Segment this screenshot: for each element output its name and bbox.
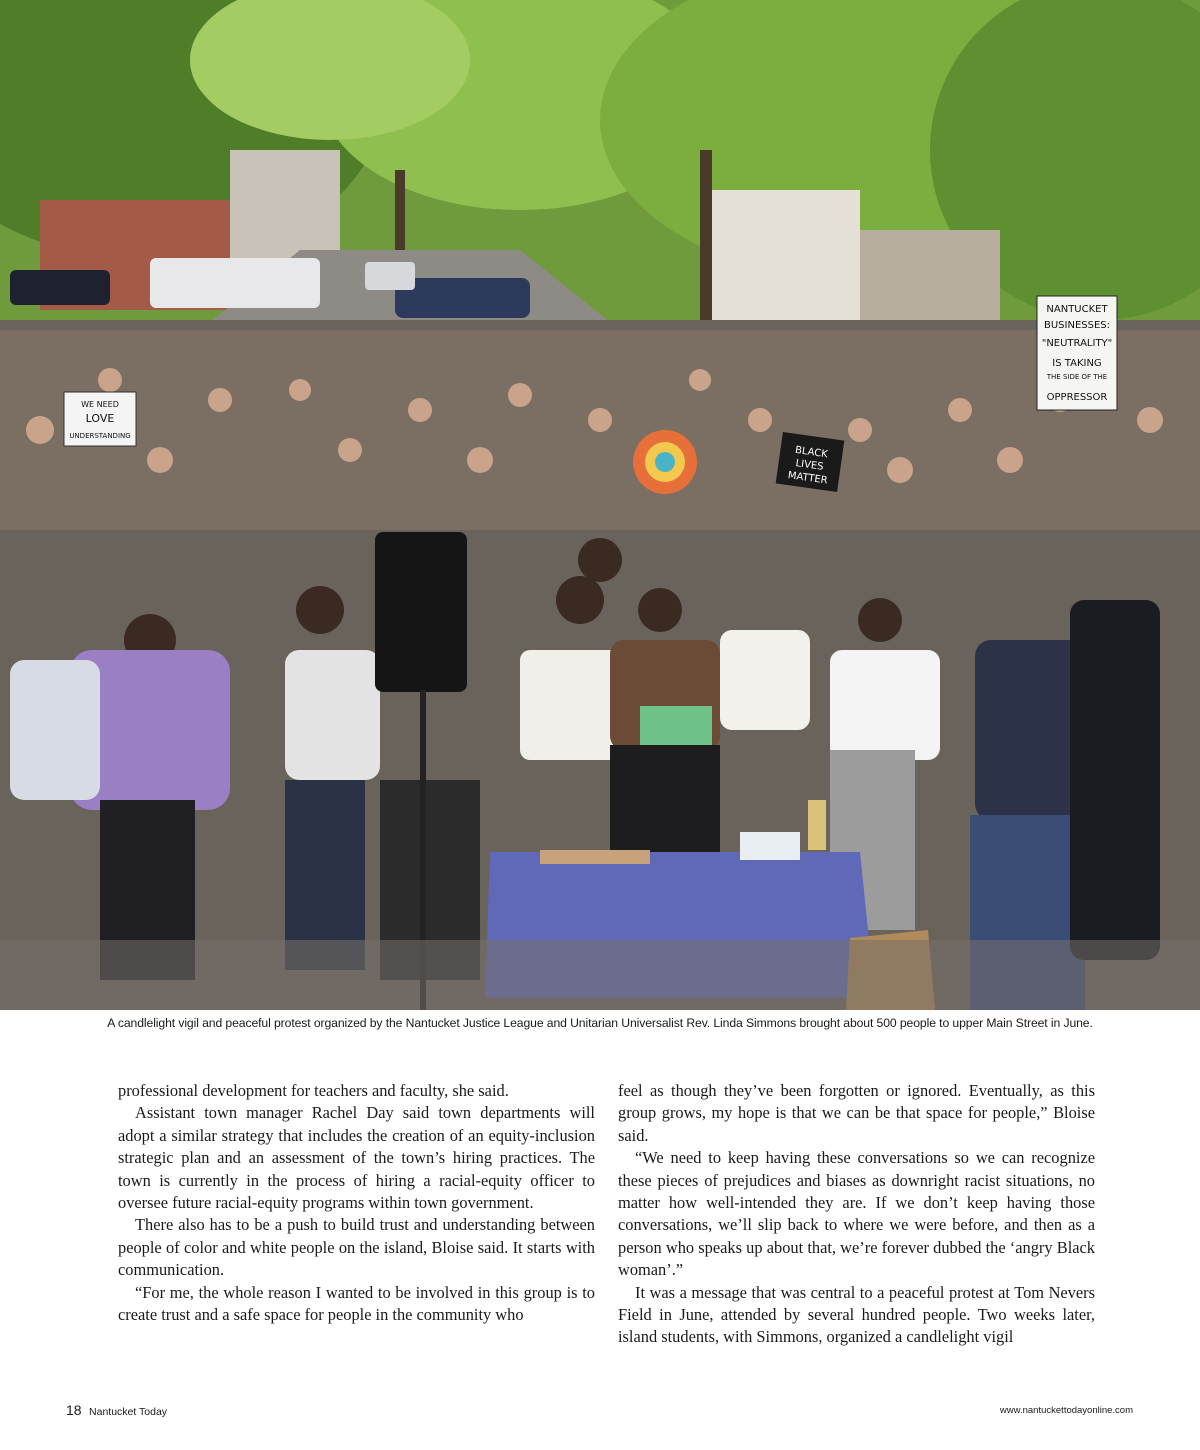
publication-name: Nantucket Today [89, 1406, 168, 1418]
person-green-top [640, 706, 712, 746]
white-van [150, 258, 320, 308]
svg-text:IS TAKING: IS TAKING [1052, 358, 1102, 369]
svg-text:BLACK: BLACK [794, 444, 829, 461]
paragraph: feel as though they’ve been forgotten or ignored. Eventually, as this group grows, my hope is that we can be that space for people,” Bloise said. [618, 1081, 1095, 1145]
paragraph: “We need to keep having these conversations so we can recognize these pieces of prejudices and biases as downright racist situations, no matter how well-intended they are. If we don’t keep having those conversations, we’ll slip back to where we were before, and then as a person who speaks up about that, we’re forever dubbed the ‘angry Black woman’.” [618, 1148, 1095, 1280]
svg-text:BUSINESSES:: BUSINESSES: [1043, 320, 1111, 331]
svg-text:THE SIDE OF THE: THE SIDE OF THE [1046, 373, 1108, 381]
page-footer-left [66, 1402, 167, 1420]
paragraph: It was a message that was central to a peaceful protest at Tom Nevers Field in June, attended by several hundred people. Two weeks later, island students, with Simmons, organized a candlelight vigil [618, 1282, 1095, 1347]
article-column-left [118, 1080, 595, 1326]
svg-text:NANTUCKET: NANTUCKET [1046, 304, 1108, 315]
svg-text:OPPRESSOR: OPPRESSOR [1046, 392, 1108, 403]
svg-text:LOVE: LOVE [85, 412, 115, 425]
speaker [375, 532, 467, 692]
svg-text:LIVES: LIVES [794, 458, 825, 473]
svg-text:UNDERSTANDING: UNDERSTANDING [69, 432, 131, 440]
cobblestone-street [0, 940, 1200, 1010]
paragraph: “For me, the whole reason I wanted to be involved in this group is to create trust and a safe space for people in the community who [118, 1282, 595, 1325]
website-url: www.nantuckettodayonline.com [999, 1405, 1133, 1416]
paragraph: There also has to be a push to build trust and understanding between people of color and white people on the island, Bloise said. It starts with communication. [118, 1215, 595, 1280]
page-number: 18 [66, 1402, 82, 1418]
photo-caption: A candlelight vigil and peaceful protest organized by the Nantucket Justice League and Unitarian Universalist Rev. Linda Simmons brought about 500 people to upper Main Street in June. [107, 1016, 1093, 1030]
svg-text:MATTER: MATTER [787, 470, 829, 487]
paragraph: professional development for teachers and faculty, she said. [118, 1081, 509, 1100]
article-column-right [618, 1080, 1095, 1349]
svg-text:"NEUTRALITY": "NEUTRALITY" [1041, 338, 1113, 349]
sign-we-need-love [64, 392, 136, 446]
storefront-building [700, 190, 860, 340]
sign-black-lives-matter [776, 432, 845, 492]
sign-nantucket-businesses [1037, 296, 1117, 410]
paragraph: Assistant town manager Rachel Day said town departments will adopt a similar strategy that includes the creation of an equity-inclusion strategic plan and an assessment of the town’s hiring practices. The town is currently in the process of hiring a racial-equity officer to oversee future racial-equity programs within town government. [118, 1103, 595, 1213]
svg-text:WE NEED: WE NEED [81, 400, 119, 409]
